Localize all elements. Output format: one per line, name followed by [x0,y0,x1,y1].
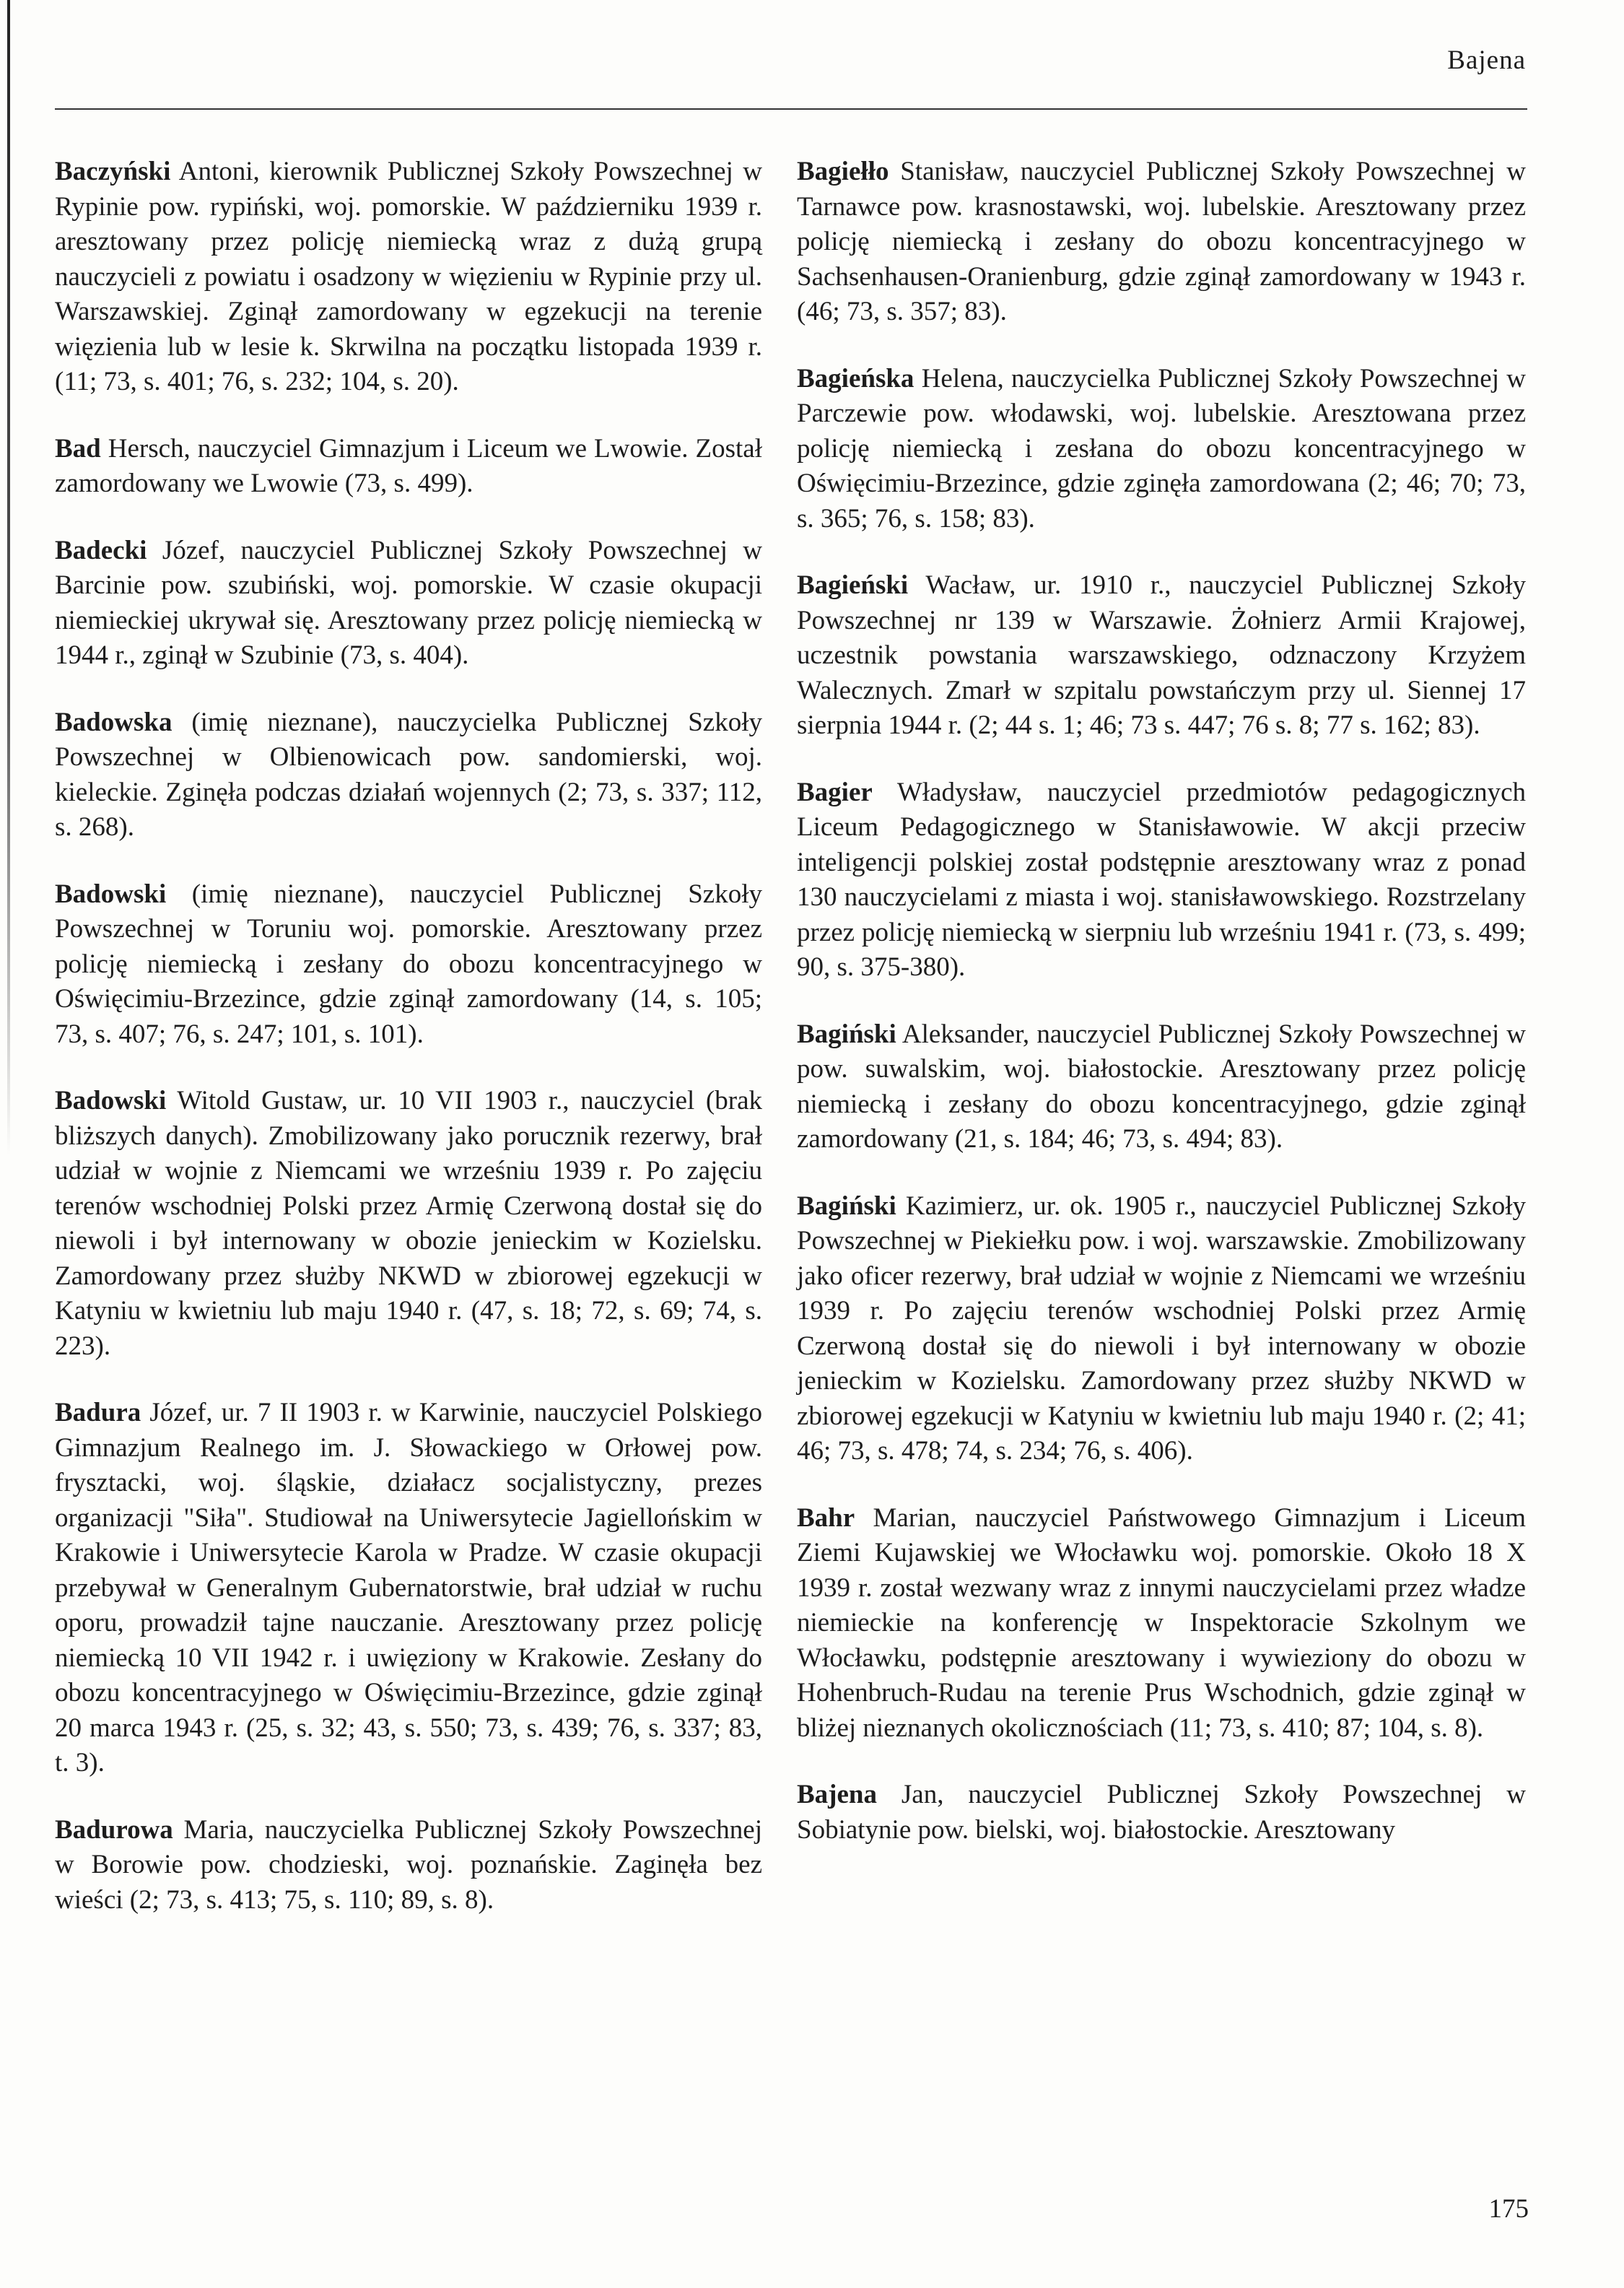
binding-edge-line [7,0,10,1155]
entry-text: Helena, nauczycielka Publicznej Szkoły Powszechnej w Parczewie pow. włodawski, woj. lubelskie. Aresztowana przez policję niemiecką i zesłana do obozu koncentracyjnego w Oświęcimiu-Brzezince, gdzie zginęła zamordowana (2; 46; 70; 73, s. 365; 76, s. 158; 83). [797,363,1526,534]
entry-text: (imię nieznane), nauczycielka Publicznej Szkoły Powszechnej w Olbienowicach pow. sandomierski, woj. kieleckie. Zginęła podczas działań wojennych (2; 73, s. 337; 112, s. 268). [55,707,762,842]
header-rule [55,108,1527,110]
entry-text: Antoni, kierownik Publicznej Szkoły Powszechnej w Rypinie pow. rypiński, woj. pomorskie. W październiku 1939 r. aresztowany przez policję niemiecką wraz z dużą grupą nauczycieli z powiatu i osadzony w więzieniu w Rypinie przy ul. Warszawskiej. Zginął zamordowany w egzekucji na terenie więzienia lub w lesie k. Skrwilna na początku listopada 1939 r. (11; 73, s. 401; 76, s. 232; 104, s. 20). [55,157,762,396]
biography-entry [797,1778,1526,1848]
entry-surname: Badura [55,1398,141,1427]
entry-text: (imię nieznane), nauczyciel Publicznej Szkoły Powszechnej w Toruniu woj. pomorskie. Aresztowany przez policję niemiecką i zesłany do obozu koncentracyjnego w Oświęcimiu-Brzezince, gdzie zginął zamordowany (14, s. 105; 73, s. 407; 76, s. 247; 101, s. 101). [55,879,762,1049]
entry-surname: Bagiełło [797,157,889,186]
entry-text: Władysław, nauczyciel przedmiotów pedagogicznych Liceum Pedagogicznego w Stanisławowie. W akcji przeciw inteligencji polskiej został podstępnie aresztowany wraz z ponad 130 nauczycielami z miasta i woj. stanisławowskiego. Rozstrzelany przez policję niemiecką w sierpniu lub wrześniu 1941 r. (73, s. 499; 90, s. 375-380). [797,777,1526,982]
entry-text: Wacław, ur. 1910 r., nauczyciel Publicznej Szkoły Powszechnej nr 139 w Warszawie. Żołnierz Armii Krajowej, uczestnik powstania warszawskiego, odznaczony Krzyżem Walecznych. Zmarł w szpitalu powstańczym przy ul. Siennej 17 sierpnia 1944 r. (2; 44 s. 1; 46; 73 s. 447; 76 s. 8; 77 s. 162; 83). [797,570,1526,740]
biography-entry [55,155,762,400]
right-column [797,155,1526,1879]
entry-surname: Badecki [55,535,147,565]
entry-surname: Bahr [797,1502,855,1533]
biography-entry [55,1813,762,1918]
entry-surname: Bad [55,433,101,464]
biography-entry [797,775,1526,986]
biography-entry [797,155,1526,330]
entry-surname: Bagieński [797,570,909,600]
biography-entry [797,1017,1526,1157]
biography-entry [797,1189,1526,1469]
biography-entry [797,362,1526,537]
left-column [55,155,762,1949]
biography-entry [797,1501,1526,1747]
entry-text: Maria, nauczycielka Publicznej Szkoły Powszechnej w Borowie pow. chodzieski, woj. poznańskie. Zaginęła bez wieści (2; 73, s. 413; 75, s. 110; 89, s. 8). [55,1814,762,1915]
entry-surname: Badowski [55,879,167,909]
entry-surname: Badowski [55,1086,167,1115]
entry-text: Aleksander, nauczyciel Publicznej Szkoły Powszechnej w pow. suwalskim, woj. białostockie. Aresztowany przez policję niemiecką i zesłany do obozu koncentracyjnego, gdzie zginął zamordowany (21, s. 184; 46; 73, s. 494; 83). [797,1019,1526,1154]
entry-text: Stanisław, nauczyciel Publicznej Szkoły Powszechnej w Tarnawce pow. krasnostawski, woj. lubelskie. Aresztowany przez policję niemiecką i zesłany do obozu koncentracyjnego w Sachsenhausen-Oranienburg, gdzie zginął zamordowany w 1943 r. (46; 73, s. 357; 83). [797,157,1527,326]
entry-surname: Bagier [797,777,873,807]
biography-entry [55,705,762,845]
biography-entry [55,1396,762,1781]
page-number: 175 [1488,2194,1529,2224]
entry-surname: Badowska [55,707,173,737]
entry-surname: Bagiński [797,1019,896,1049]
running-head: Bajena [1447,45,1526,75]
biography-entry [55,534,762,674]
entry-text: Witold Gustaw, ur. 10 VII 1903 r., nauczyciel (brak bliższych danych). Zmobilizowany jako porucznik rezerwy, brał udział w wojnie z Niemcami we wrześniu 1939 r. Po zajęciu terenów wschodniej Polski przez Armię Czerwoną dostał się do niewoli i był internowany w obozie jenieckim w Kozielsku. Zamordowany przez służby NKWD w zbiorowej egzekucji w Katyniu w kwietniu lub maju 1940 r. (47, s. 18; 72, s. 69; 74, s. 223). [55,1086,762,1361]
entry-surname: Badurowa [55,1814,173,1845]
entry-text: Józef, ur. 7 II 1903 r. w Karwinie, nauczyciel Polskiego Gimnazjum Realnego im. J. Słowackiego w Orłowej pow. frysztacki, woj. śląskie, działacz socjalistyczny, prezes organizacji "Siła". Studiował na Uniwersytecie Jagiellońskim w Krakowie i Uniwersytecie Karola w Pradze. W czasie okupacji przebywał w Generalnym Gubernatorstwie, brał udział w ruchu oporu, prowadził tajne nauczanie. Aresztowany przez policję niemiecką 10 VII 1942 r. i uwięziony w Krakowie. Zesłany do obozu koncentracyjnego w Oświęcimiu-Brzezince, gdzie zginął 20 marca 1943 r. (25, s. 32; 43, s. 550; 73, s. 439; 76, s. 337; 83, t. 3). [55,1398,762,1778]
biography-entry [55,877,762,1053]
entry-text: Józef, nauczyciel Publicznej Szkoły Powszechnej w Barcinie pow. szubiński, woj. pomorskie. W czasie okupacji niemieckiej ukrywał się. Aresztowany przez policję niemiecką w 1944 r., zginął w Szubinie (73, s. 404). [55,535,763,670]
biography-entry [55,1084,762,1364]
entry-surname: Bajena [797,1780,877,1809]
entry-surname: Bagiński [797,1191,896,1221]
entry-text: Hersch, nauczyciel Gimnazjum i Liceum we Lwowie. Został zamordowany we Lwowie (73, s. 499). [55,433,763,498]
entry-surname: Bagieńska [797,363,914,393]
entry-text: Marian, nauczyciel Państwowego Gimnazjum i Liceum Ziemi Kujawskiej we Włocławku woj. pomorskie. Około 18 X 1939 r. został wezwany wraz z innymi nauczycielami przez władze niemieckie na konferencję w Inspektoracie Szkolnym we Włocławku, podstępnie aresztowany i wywieziony do obozu w Hohenbruch-Rudau na terenie Prus Wschodnich, gdzie zginął w bliżej nieznanych okolicznościach (11; 73, s. 410; 87; 104, s. 8). [797,1502,1527,1743]
biography-entry [797,568,1526,744]
biography-entry [55,432,762,502]
entry-text: Kazimierz, ur. ok. 1905 r., nauczyciel Publicznej Szkoły Powszechnej w Piekiełku pow. i woj. warszawskie. Zmobilizowany jako oficer rezerwy, brał udział w wojnie z Niemcami we wrześniu 1939 r. Po zajęciu terenów wschodniej Polski przez Armię Czerwoną dostał się do niewoli i był internowany w obozie jenieckim w Kozielsku. Zamordowany przez służby NKWD w zbiorowej egzekucji w Katyniu w kwietniu lub maju 1940 r. (2; 41; 46; 73, s. 478; 74, s. 234; 76, s. 406). [797,1191,1527,1466]
entry-surname: Baczyński [55,157,171,186]
entry-text: Jan, nauczyciel Publicznej Szkoły Powszechnej w Sobiatynie pow. bielski, woj. białostockie. Aresztowany [797,1780,1527,1845]
